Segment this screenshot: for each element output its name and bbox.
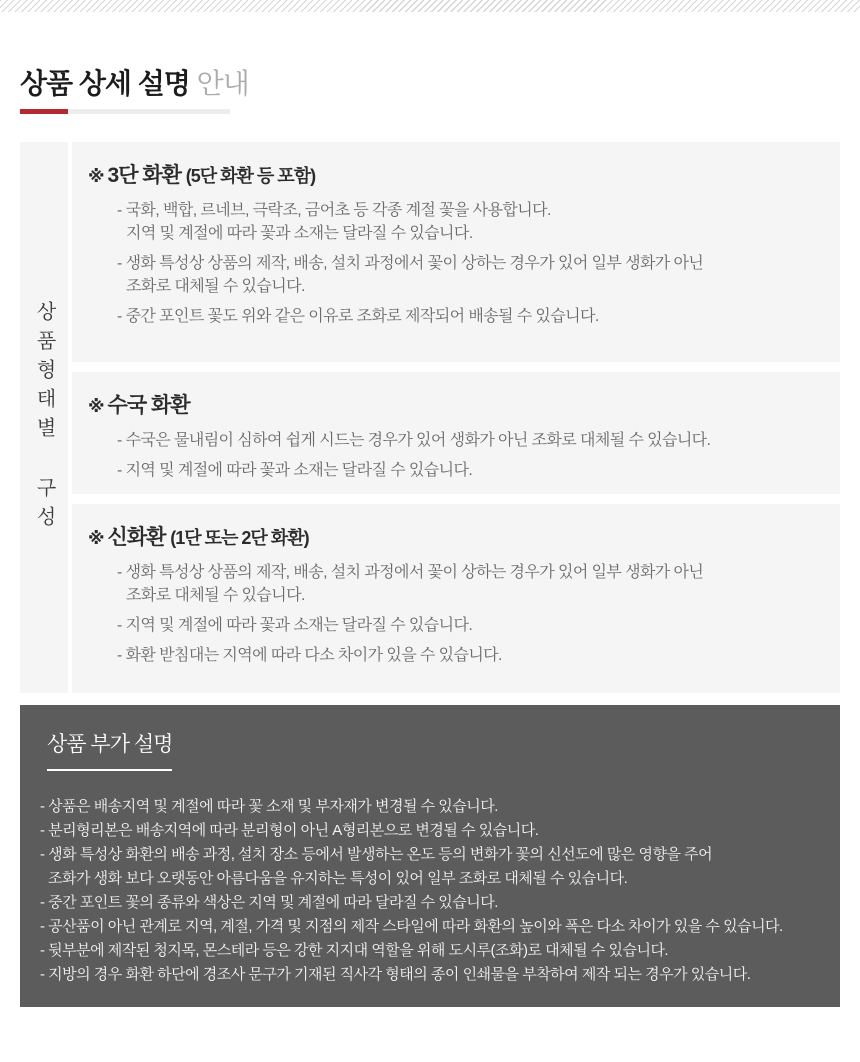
page-header (20, 68, 840, 114)
info-boxes (72, 142, 840, 693)
description-line: - 지역 및 계절에 따라 꽃과 소재는 달라질 수 있습니다. (117, 462, 473, 479)
page-title-sub: 안내 (196, 68, 249, 99)
box-heading (88, 394, 812, 419)
title-underline-red-accent (20, 109, 68, 114)
box-heading (88, 164, 812, 189)
description-line: 조화로 대체될 수 있습니다. (126, 278, 305, 295)
reference-mark: ※ (88, 529, 104, 548)
page-title-main: 상품 상세 설명 (20, 68, 190, 99)
side-label: 상품형태별 구성 (33, 300, 55, 535)
product-type-section (20, 142, 840, 693)
description-line: - 생화 특성상 상품의 제작, 배송, 설치 과정에서 꽃이 상하는 경우가 있어 일부 생화가 아닌 (117, 564, 704, 581)
box-heading-note: (1단 또는 2단 화환) (170, 528, 309, 548)
description-line: - 지역 및 계절에 따라 꽃과 소재는 달라질 수 있습니다. (117, 617, 473, 634)
info-box-3tier-wreath (72, 142, 840, 362)
additional-info-line: - 뒷부분에 제작된 청지목, 몬스테라 등은 강한 지지대 역할을 위해 도시루(조화)로 대체될 수 있습니다. (40, 942, 669, 959)
info-box-new-wreath (72, 504, 840, 693)
info-box-hydrangea-wreath (72, 372, 840, 494)
description-line: - 중간 포인트 꽃도 위와 같은 이유로 조화로 제작되어 배송될 수 있습니다. (117, 308, 599, 325)
description-line: - 수국은 물내림이 심하여 쉽게 시드는 경우가 있어 생화가 아닌 조화로 대체될 수 있습니다. (117, 432, 711, 449)
additional-info-title: 상품 부가 설명 (47, 733, 172, 771)
additional-info-line: - 지방의 경우 화환 하단에 경조사 문구가 기재된 직사각 형태의 종이 인쇄물을 부착하여 제작 되는 경우가 있습니다. (40, 966, 751, 983)
box-heading-note: (5단 화환 등 포함) (185, 166, 316, 186)
title-underline (20, 109, 230, 114)
additional-info-line: - 상품은 배송지역 및 계절에 따라 꽃 소재 및 부자재가 변경될 수 있습니다. (40, 798, 498, 815)
additional-info-line: - 생화 특성상 화환의 배송 과정, 설치 장소 등에서 발생하는 온도 등의 변화가 꽃의 신선도에 많은 영향을 주어 (40, 846, 713, 863)
description-line: - 화환 받침대는 지역에 따라 다소 차이가 있을 수 있습니다. (117, 647, 502, 664)
additional-info-line: - 중간 포인트 꽃의 종류와 색상은 지역 및 계절에 따라 달라질 수 있습니다. (40, 894, 498, 911)
additional-info-line: - 분리형리본은 배송지역에 따라 분리형이 아닌 A형리본으로 변경될 수 있습니다. (40, 822, 539, 839)
additional-info-line: 조화가 생화 보다 오랫동안 아름다움을 유지하는 특성이 있어 일부 조화로 대체될 수 있습니다. (48, 870, 628, 887)
box-heading (88, 526, 812, 551)
diagonal-stripe-bar (0, 0, 860, 12)
reference-mark: ※ (88, 397, 104, 416)
description-line: 지역 및 계절에 따라 꽃과 소재는 달라질 수 있습니다. (126, 225, 473, 242)
description-line: 조화로 대체될 수 있습니다. (126, 587, 305, 604)
reference-mark: ※ (88, 167, 104, 186)
description-line: - 생화 특성상 상품의 제작, 배송, 설치 과정에서 꽃이 상하는 경우가 있어 일부 생화가 아닌 (117, 255, 704, 272)
side-label-column (20, 142, 68, 693)
box-heading-title: 3단 화환 (107, 164, 181, 187)
additional-info-panel (20, 705, 840, 1007)
description-line: - 국화, 백합, 르네브, 극락조, 금어초 등 각종 계절 꽃을 사용합니다. (117, 202, 551, 219)
page-title (20, 68, 840, 100)
box-heading-title: 수국 화환 (107, 394, 190, 417)
additional-info-line: - 공산품이 아닌 관계로 지역, 계절, 가격 및 지점의 제작 스타일에 따라 화환의 높이와 폭은 다소 차이가 있을 수 있습니다. (40, 918, 783, 935)
box-heading-title: 신화환 (107, 526, 166, 549)
additional-info-list (40, 795, 812, 987)
